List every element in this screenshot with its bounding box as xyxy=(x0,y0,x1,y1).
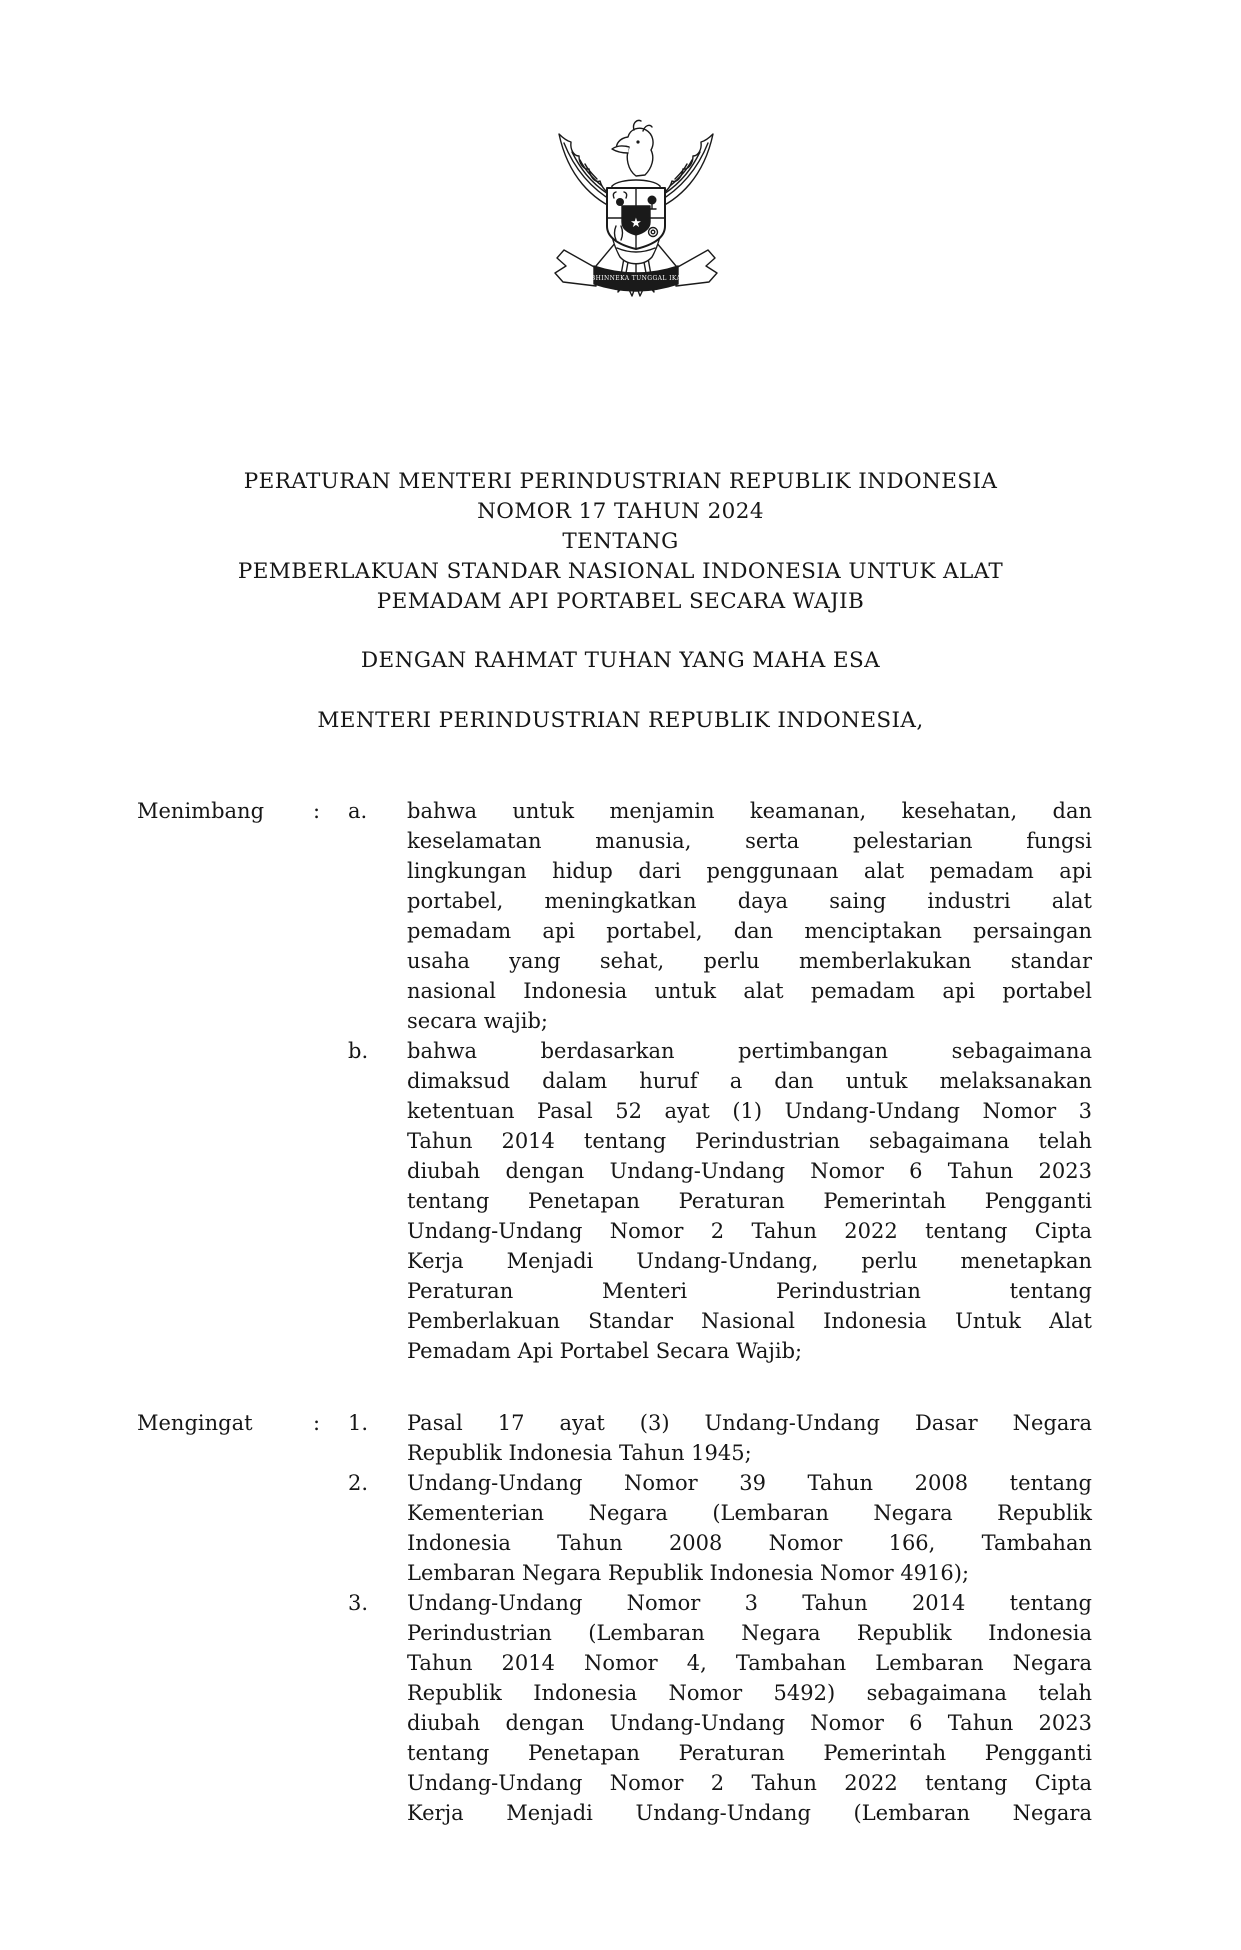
text-line: Kementerian Negara (Lembaran Negara Republik xyxy=(407,1501,1092,1525)
legal-basis-item-1 xyxy=(407,1408,1092,1468)
section-mengingat xyxy=(137,1408,1092,1828)
text-line: secara wajib; xyxy=(407,1009,548,1033)
text-line: Indonesia Tahun 2008 Nomor 166, Tambahan xyxy=(407,1531,1092,1555)
text-line: bahwa untuk menjamin keamanan, kesehatan, dan xyxy=(407,799,1092,823)
text-line: portabel, meningkatkan daya saing industri alat xyxy=(407,889,1092,913)
text-line: Pasal 17 ayat (3) Undang-Undang Dasar Negara xyxy=(407,1411,1092,1435)
text-line: Undang-Undang Nomor 2 Tahun 2022 tentang Cipta xyxy=(407,1219,1092,1243)
consideration-item-b xyxy=(407,1036,1092,1366)
garuda-pancasila-emblem xyxy=(550,116,722,303)
legal-basis-item-3 xyxy=(407,1588,1092,1828)
pancasila-shield xyxy=(607,188,665,249)
text-line: Undang-Undang Nomor 2 Tahun 2022 tentang Cipta xyxy=(407,1771,1092,1795)
text-line: Pemadam Api Portabel Secara Wajib; xyxy=(407,1339,803,1363)
text-line: Republik Indonesia Nomor 5492) sebagaimana telah xyxy=(407,1681,1092,1705)
regulation-number-line: NOMOR 17 TAHUN 2024 xyxy=(477,499,764,524)
section-label-menimbang: Menimbang xyxy=(137,799,265,823)
text-line: Tahun 2014 Nomor 4, Tambahan Lembaran Negara xyxy=(407,1651,1092,1675)
regulation-title-line: PERATURAN MENTERI PERINDUSTRIAN REPUBLIK INDONESIA xyxy=(243,469,998,494)
text-line: Kerja Menjadi Undang-Undang (Lembaran Negara xyxy=(407,1801,1092,1825)
section-colon: : xyxy=(313,1411,321,1435)
text-line: Undang-Undang Nomor 39 Tahun 2008 tentang xyxy=(407,1471,1092,1495)
item-marker: 1. xyxy=(348,1411,369,1435)
star-icon: ★ xyxy=(630,216,642,231)
text-line: Republik Indonesia Tahun 1945; xyxy=(407,1441,752,1465)
section-menimbang xyxy=(137,796,1092,1366)
regulation-subject-line: PEMBERLAKUAN STANDAR NASIONAL INDONESIA UNTUK ALAT xyxy=(237,559,1004,584)
text-line: Lembaran Negara Republik Indonesia Nomor 4916); xyxy=(407,1561,970,1585)
text-line: keselamatan manusia, serta pelestarian fungsi xyxy=(407,829,1092,853)
regulation-about-keyword: TENTANG xyxy=(562,529,679,554)
legal-basis-item-2 xyxy=(407,1468,1092,1588)
text-line: ketentuan Pasal 52 ayat (1) Undang-Undang Nomor 3 xyxy=(407,1099,1092,1123)
text-line: nasional Indonesia untuk alat pemadam api portabel xyxy=(407,979,1092,1003)
text-line: tentang Penetapan Peraturan Pemerintah Pengganti xyxy=(407,1741,1092,1765)
title-block xyxy=(0,467,1241,617)
item-marker: 2. xyxy=(348,1471,369,1495)
text-line: Tahun 2014 tentang Perindustrian sebagaimana telah xyxy=(407,1129,1092,1153)
regulation-subject-line: PEMADAM API PORTABEL SECARA WAJIB xyxy=(376,589,865,614)
consideration-item-a xyxy=(407,796,1092,1036)
text-line: Undang-Undang Nomor 3 Tahun 2014 tentang xyxy=(407,1591,1092,1615)
text-line: tentang Penetapan Peraturan Pemerintah Pengganti xyxy=(407,1189,1092,1213)
text-line: pemadam api portabel, dan menciptakan persaingan xyxy=(407,919,1092,943)
text-line: dimaksud dalam huruf a dan untuk melaksanakan xyxy=(407,1069,1092,1093)
text-line: bahwa berdasarkan pertimbangan sebagaimana xyxy=(407,1039,1092,1063)
item-marker: 3. xyxy=(348,1591,369,1615)
invocation-line: DENGAN RAHMAT TUHAN YANG MAHA ESA xyxy=(360,648,881,673)
emblem-motto: BHINNEKA TUNGGAL IKA xyxy=(590,275,682,282)
text-line: Perindustrian (Lembaran Negara Republik Indonesia xyxy=(407,1621,1092,1645)
preamble xyxy=(137,796,1092,1828)
text-line: diubah dengan Undang-Undang Nomor 6 Tahun 2023 xyxy=(407,1711,1092,1735)
item-marker: b. xyxy=(348,1039,369,1063)
text-line: lingkungan hidup dari penggunaan alat pemadam api xyxy=(407,859,1092,883)
text-line: diubah dengan Undang-Undang Nomor 6 Tahun 2023 xyxy=(407,1159,1092,1183)
item-marker: a. xyxy=(348,799,368,823)
text-line: usaha yang sehat, perlu memberlakukan standar xyxy=(407,949,1092,973)
text-line: Kerja Menjadi Undang-Undang, perlu menetapkan xyxy=(407,1249,1092,1273)
eagle-head xyxy=(612,120,653,176)
text-line: Pemberlakuan Standar Nasional Indonesia Untuk Alat xyxy=(407,1309,1092,1333)
text-line: Peraturan Menteri Perindustrian tentang xyxy=(407,1279,1092,1303)
ribbon-right xyxy=(676,250,717,286)
issuing-authority-line: MENTERI PERINDUSTRIAN REPUBLIK INDONESIA, xyxy=(317,708,924,733)
section-colon: : xyxy=(313,799,321,823)
section-label-mengingat: Mengingat xyxy=(137,1411,253,1435)
